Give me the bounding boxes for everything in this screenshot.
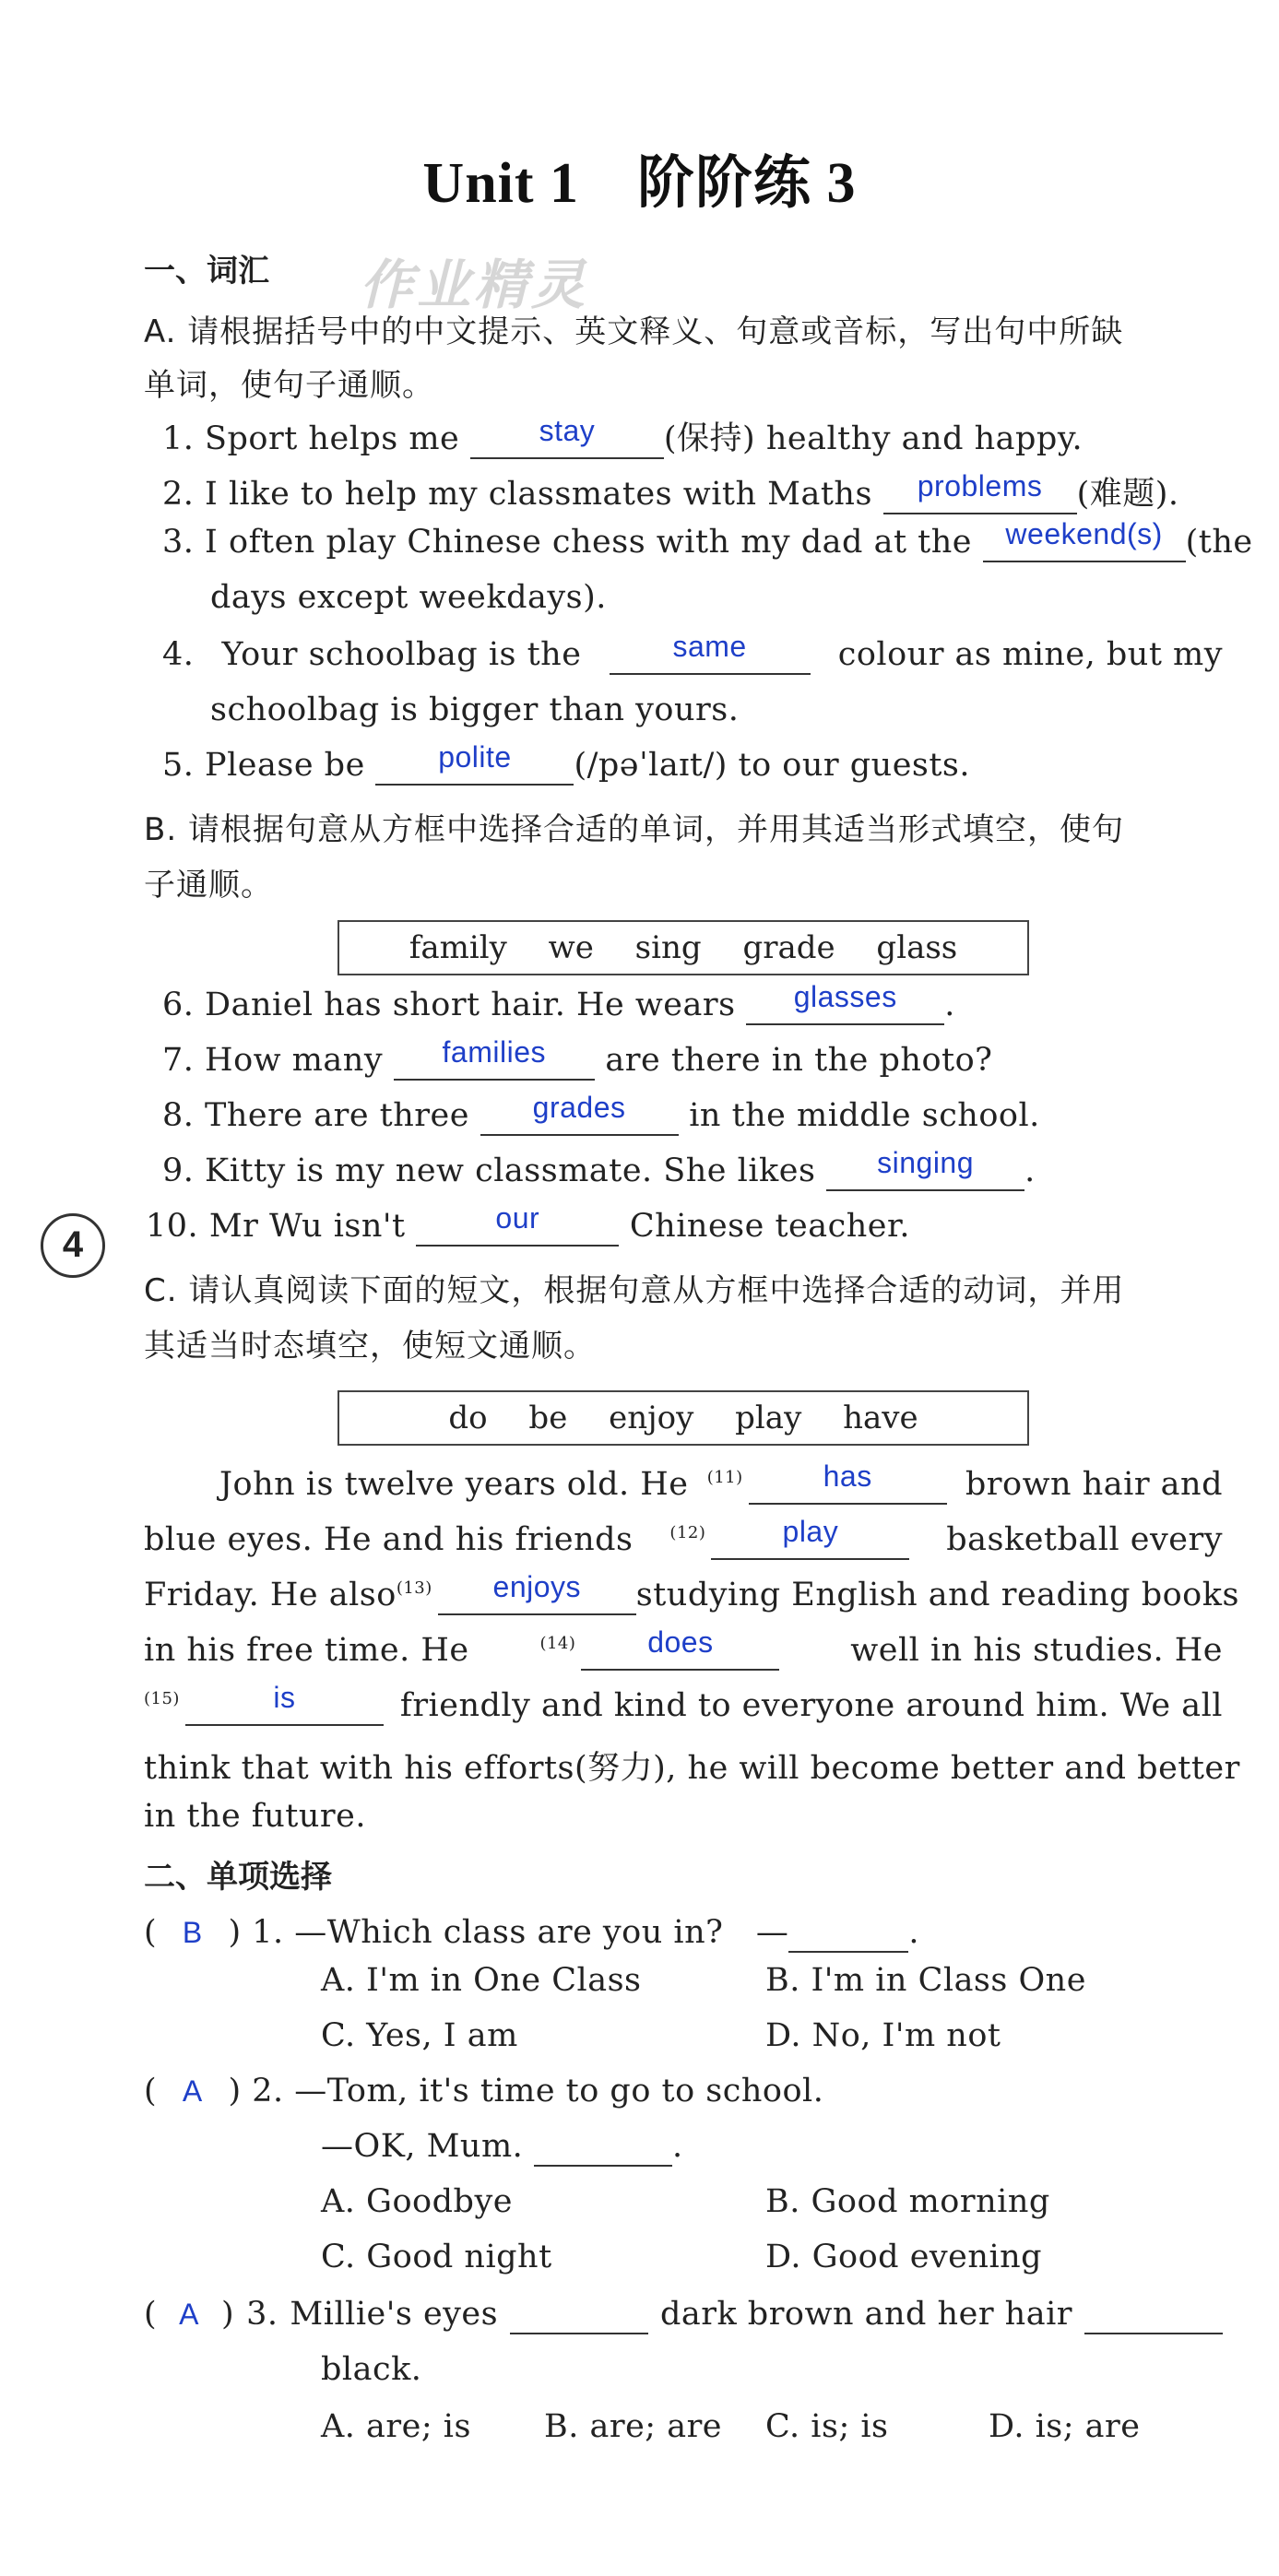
passage-line-2: blue eyes. He and his friends $^{(12)}$ play basketball every (144, 1515, 1223, 1558)
mc-2-option-b[interactable]: B. Good morning (765, 2183, 1050, 2220)
answer-6: glasses (793, 980, 897, 1013)
mc-1-option-c[interactable]: C. Yes, I am (321, 2017, 518, 2054)
question-4: 4. Your schoolbag is the same colour as mine, but my (162, 630, 1223, 673)
question-7: 7. How many families are there in the photo? (162, 1035, 993, 1079)
mc-question-2: ( A ) 2. —Tom, it's time to go to school. (144, 2073, 824, 2109)
mc-blank-3a[interactable] (510, 2296, 648, 2334)
answer-blank-15[interactable] (185, 1681, 384, 1726)
question-1: 1. Sport helps me stay (保持) healthy and happy. (162, 414, 1084, 457)
partC-instruction-1: C. 请认真阅读下面的短文，根据句意从方框中选择合适的动词，并用 (144, 1272, 1125, 1309)
answer-blank-2[interactable] (883, 469, 1077, 514)
answer-2: problems (917, 469, 1043, 502)
answer-7: families (442, 1035, 546, 1069)
question-2: 2. I like to help my classmates with Maths problems (难题). (162, 469, 1179, 513)
question-9: 9. Kitty is my new classmate. She likes singing . (162, 1146, 1036, 1189)
answer-blank-8[interactable] (480, 1091, 679, 1136)
answer-5: polite (438, 740, 512, 774)
passage-line-4: in his free time. He $^{(14)}$ does well in his studies. He (144, 1625, 1223, 1669)
answer-12: play (782, 1515, 839, 1548)
mc-blank-1[interactable] (788, 1914, 908, 1953)
passage-line-6: think that with his efforts(努力), he will become better and better (144, 1750, 1240, 1787)
passage-line-5: $^{(15)}$ is friendly and kind to everyone around him. We all (144, 1681, 1223, 1724)
answer-3: weekend(s) (1005, 517, 1163, 550)
answer-10: our (495, 1201, 540, 1235)
partB-instruction-1: B. 请根据句意从方框中选择合适的单词，并用其适当形式填空，使句 (144, 811, 1124, 848)
mc-3-option-a[interactable]: A. are; is (321, 2408, 471, 2445)
answer-blank-7[interactable] (394, 1035, 595, 1081)
word-box-C: do be enjoy play have (338, 1390, 1029, 1446)
mc-1-option-a[interactable]: A. I'm in One Class (321, 1962, 642, 1999)
mc-answer-1[interactable]: B (182, 1916, 203, 1949)
mc-3-option-d[interactable]: D. is; are (989, 2408, 1141, 2445)
answer-9: singing (877, 1146, 975, 1179)
question-3: 3. I often play Chinese chess with my dad at the weekend(s) (the (162, 517, 1253, 561)
answer-blank-12[interactable] (711, 1515, 909, 1560)
page-number-badge: 4 (41, 1213, 105, 1278)
answer-blank-6[interactable] (746, 980, 944, 1025)
question-5: 5. Please be polite (/pəˈlaɪt/) to our guests. (162, 740, 971, 784)
passage-line-7: in the future. (144, 1798, 366, 1835)
answer-blank-1[interactable] (470, 414, 664, 459)
partC-instruction-2: 其适当时态填空，使短文通顺。 (144, 1328, 596, 1365)
mc-question-3-line2: black. (321, 2351, 422, 2388)
question-4-cont: schoolbag is bigger than yours. (210, 691, 740, 728)
question-3-cont: days except weekdays). (210, 579, 607, 616)
mc-2-option-c[interactable]: C. Good night (321, 2239, 552, 2275)
answer-blank-5[interactable] (375, 740, 574, 786)
answer-blank-3[interactable] (983, 517, 1186, 562)
partA-instruction-2: 单词，使句子通顺。 (144, 367, 434, 404)
answer-blank-11[interactable] (749, 1459, 947, 1505)
mc-2-option-a[interactable]: A. Goodbye (321, 2183, 513, 2220)
mc-1-option-b[interactable]: B. I'm in Class One (765, 1962, 1086, 1999)
mc-blank-3b[interactable] (1084, 2296, 1223, 2334)
answer-8: grades (532, 1091, 626, 1124)
answer-blank-4[interactable] (610, 630, 811, 675)
partA-instruction-1: A. 请根据括号中的中文提示、英文释义、句意或音标，写出句中所缺 (144, 313, 1124, 350)
section2-heading: 二、单项选择 (144, 1859, 332, 1896)
partB-instruction-2: 子通顺。 (144, 867, 273, 904)
answer-14: does (647, 1625, 714, 1659)
answer-1: stay (539, 414, 596, 447)
mc-1-option-d[interactable]: D. No, I'm not (765, 2017, 1001, 2054)
mc-3-option-c[interactable]: C. is; is (765, 2408, 889, 2445)
mc-question-3: ( A ) 3. Millie's eyes dark brown and her hair (144, 2296, 1223, 2334)
question-8: 8. There are three grades in the middle school. (162, 1091, 1040, 1134)
answer-blank-10[interactable] (416, 1201, 619, 1247)
answer-13: enjoys (492, 1570, 582, 1603)
mc-question-2-line2: —OK, Mum. . (321, 2128, 683, 2165)
mc-answer-2[interactable]: A (182, 2074, 203, 2108)
section1-heading: 一、词汇 (144, 253, 269, 290)
page-title: Unit 1 阶阶练 3 (422, 152, 857, 215)
watermark: 作业精灵 (360, 254, 589, 316)
passage-line-3: Friday. He also $^{(13)}$ enjoys studying English and reading books (144, 1570, 1239, 1613)
word-box-B: family we sing grade glass (338, 920, 1029, 975)
answer-4: same (672, 630, 747, 663)
answer-15: is (273, 1681, 296, 1714)
mc-question-1: ( B ) 1. —Which class are you in? — . (144, 1914, 920, 1951)
question-6: 6. Daniel has short hair. He wears glasses . (162, 980, 955, 1023)
mc-2-option-d[interactable]: D. Good evening (765, 2239, 1043, 2275)
passage-line-1: John is twelve years old. He $^{(11)}$ has brown hair and (219, 1459, 1223, 1503)
question-10: 10. Mr Wu isn't our Chinese teacher. (146, 1201, 910, 1245)
mc-3-option-b[interactable]: B. are; are (544, 2408, 723, 2445)
answer-11: has (823, 1459, 872, 1493)
mc-answer-3[interactable]: A (179, 2298, 199, 2331)
answer-blank-13[interactable] (438, 1570, 636, 1615)
mc-blank-2[interactable] (534, 2128, 672, 2167)
answer-blank-9[interactable] (826, 1146, 1024, 1191)
answer-blank-14[interactable] (581, 1625, 779, 1671)
